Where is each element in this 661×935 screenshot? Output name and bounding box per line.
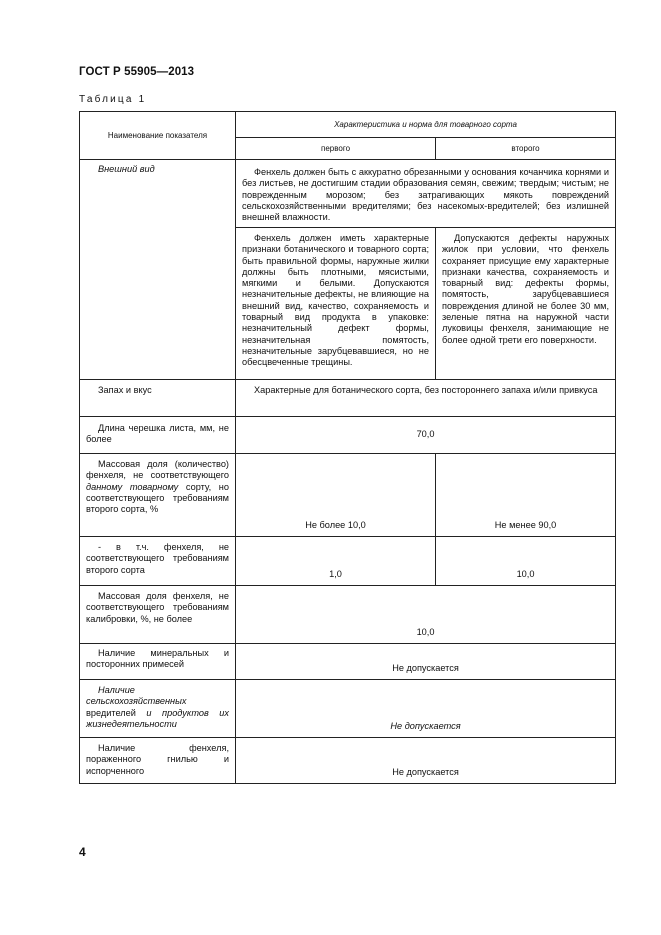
row-label-mineral: Наличие минеральных и посторонних примесей [80, 644, 236, 680]
row-label-appearance: Внешний вид [80, 160, 236, 380]
table-row [80, 537, 616, 586]
header-grade-first: первого [236, 138, 436, 160]
mass-fraction-grade1: Не более 10,0 [236, 454, 436, 537]
header-grade-second: второго [436, 138, 616, 160]
smell-value: Характерные для ботанического сорта, без постороннего запаха и/или привкуса [236, 380, 616, 417]
specification-table [79, 111, 616, 784]
table-row [80, 160, 616, 228]
table-row [80, 586, 616, 644]
row-label-including: - в т.ч. фенхеля, не соответствующего требованиям второго сорта [80, 537, 236, 586]
appearance-grade1-text: Фенхель должен иметь характерные признаки ботанического и товарного сорта; быть правильной формы, наружные жилки должны быть плотными, мясистыми, мягкими и белыми. Допускаются незначительные дефекты, не влияющие на внешний вид, качество, сохраняемость и товарный вид продукта в упаковке: незначительный дефект формы, незначительная помятость, незначительные зарубцевавшиеся, но не обесцвеченные трещины. [236, 228, 436, 380]
row-label-pests: Наличие сельскохозяйственных вредителей и продуктов их жизнедеятельности [80, 680, 236, 738]
appearance-common-text: Фенхель должен быть с аккуратно обрезанными у основания кочанчика корнями и без листьев, не достигшим стадии образования семян, свежим; твердым; чистым; не поврежденным морозом; без затрагивающих мякоть повреждений сельскохозяйственными вредителями; без насекомых-вредителей; без излишней внешней влажности. [236, 160, 616, 228]
page-number: 4 [79, 845, 86, 859]
header-indicator-name: Наименование показателя [80, 112, 236, 160]
including-grade1: 1,0 [236, 537, 436, 586]
row-label-smell: Запах и вкус [80, 380, 236, 417]
row-label-petiole: Длина черешка листа, мм, не более [80, 417, 236, 454]
header-grade-norm: Характеристика и норма для товарного сорта [236, 112, 616, 138]
table-row [80, 738, 616, 784]
table-row [80, 380, 616, 417]
mineral-value: Не допускается [236, 644, 616, 680]
petiole-value: 70,0 [236, 417, 616, 454]
table-row [80, 417, 616, 454]
appearance-grade2-text: Допускаются дефекты наружных жилок при условии, что фенхель сохраняет присущие ему характерные признаки качества, сохраняемость и товарный вид: дефекты формы, помятость, зарубцевавшиеся повреждения длиной не более 30 мм, зеленые пятна на наружной части луковицы фенхеля, занимающие не более одной трети его поверхности. [436, 228, 616, 380]
document-standard-number: ГОСТ Р 55905—2013 [79, 66, 195, 78]
pests-value: Не допускается [236, 680, 616, 738]
row-label-rot: Наличие фенхеля, пораженного гнилью и испорченного [80, 738, 236, 784]
mass-fraction-grade2: Не менее 90,0 [436, 454, 616, 537]
table-row [80, 454, 616, 537]
table-row [80, 680, 616, 738]
row-label-mass-fraction: Массовая доля (количество) фенхеля, не соответствующего данному товарному сорту, но соответствующего требованиям второго сорта, % [80, 454, 236, 537]
rot-value: Не допускается [236, 738, 616, 784]
calibration-value: 10,0 [236, 586, 616, 644]
table-row [80, 644, 616, 680]
table-caption: Таблица 1 [79, 94, 147, 105]
including-grade2: 10,0 [436, 537, 616, 586]
row-label-calibration: Массовая доля фенхеля, не соответствующего требованиям калибровки, %, не более [80, 586, 236, 644]
